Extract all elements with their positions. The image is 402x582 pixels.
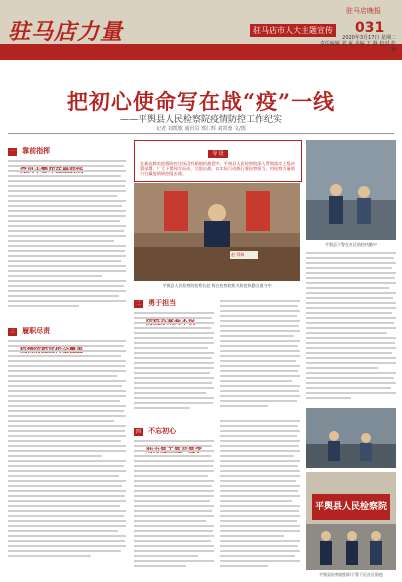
main-photo-caption: 平舆县人民检察院检察长赵 辉在检察院机关防疫执勤点值守中	[162, 283, 272, 288]
column-subtitle: 驻马店市人大主题宣传	[250, 24, 336, 37]
section-2-body-col2	[220, 300, 300, 410]
article-title: 把初心使命写在战“疫”一线	[66, 89, 336, 114]
newspaper-name: 驻马店晚报	[346, 7, 381, 15]
section-2-tag: 二	[136, 301, 142, 307]
section-3-body	[8, 340, 126, 576]
intro-box	[134, 140, 302, 182]
right-bottom-photo-people	[306, 524, 396, 570]
section-4-body-col2	[220, 420, 300, 576]
right-column-body	[306, 252, 396, 402]
section-1-heading-1: 靠前指挥	[22, 147, 51, 155]
article-subtitle: ——平舆县人民检察院疫情防控工作纪实	[119, 115, 282, 125]
section-3-heading-1: 履职尽责	[22, 327, 51, 335]
article-byline: 记者 刘凯歌 通讯员 郑仁辉 刘霄蓉 文/图	[156, 126, 246, 132]
nameplate: 赵 得瑞	[231, 252, 245, 257]
right-bottom-photo	[306, 472, 396, 570]
page-number: 031	[355, 20, 385, 36]
brand-title: 驻马店力量	[8, 19, 124, 45]
right-photo-caption: 平舆县干警在社区防控执勤中	[325, 242, 377, 247]
section-1-tag: 一	[10, 149, 16, 155]
section-4-tag: 四	[136, 429, 142, 435]
section-1-body	[8, 160, 126, 310]
bottom-photo-caption: 平舆县检察院组织干警下沉社区防疫	[319, 572, 383, 577]
prosecutor-sign: 平舆县人民检察院	[312, 494, 390, 520]
issue-date: 2020年3月17日 星期二	[342, 35, 396, 41]
section-3-tag: 三	[10, 329, 16, 335]
section-2-heading-1: 勇于担当	[148, 299, 177, 307]
right-middle-photo	[306, 408, 396, 468]
section-4-body-col1	[134, 440, 214, 576]
issue-dates	[318, 35, 396, 53]
section-2-body-col1	[134, 312, 214, 416]
main-photo-illustration	[134, 183, 300, 281]
intro-tag: 导 语	[208, 150, 228, 158]
title-rule	[8, 133, 394, 134]
main-photo	[134, 183, 300, 281]
issue-editors: 责任编辑 刘 爽 美编 王 静 校对 张 楠	[319, 41, 396, 53]
right-middle-photo-illustration	[306, 408, 396, 468]
intro-text: 在新冠肺炎疫情防控这场没有硝烟的战役中，平舆县人民检察院深入贯彻落实上级决策部署，广大干警闻令而动、尽锐出战，以实际行动践行着检察担当，用检察力量助力打赢疫情防控阻击战。	[140, 161, 295, 177]
right-photo-illustration	[306, 140, 396, 240]
right-photo	[306, 140, 396, 240]
section-4-heading-1: 不忘初心	[148, 427, 177, 435]
